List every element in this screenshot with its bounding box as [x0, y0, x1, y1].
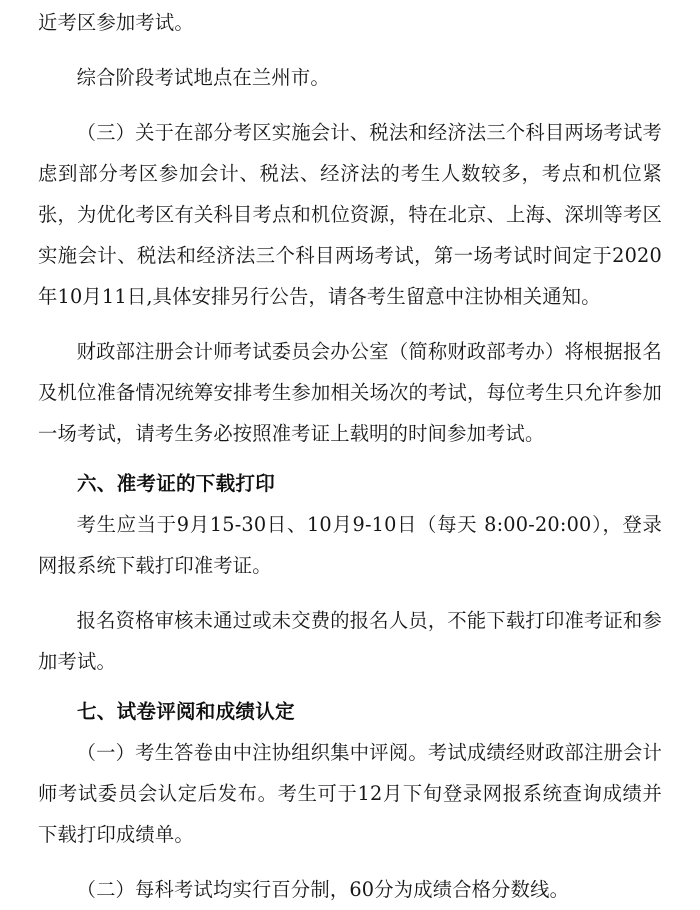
section-heading-seven: 七、试卷评阅和成绩认定 [77, 700, 295, 723]
paragraph-spacer [38, 317, 662, 331]
document-body [38, 0, 662, 910]
section-heading-six: 六、准考证的下载打印 [77, 472, 276, 495]
paragraph-spacer [38, 454, 662, 463]
paragraph-spacer [38, 682, 662, 691]
paragraph-item-one-marking: （一）考生答卷由中注协组织集中评阅。考试成绩经财政部注册会计师考试委员会认定后发布。考生可于12月下旬登录网报系统查询成绩并下载打印成绩单。 [38, 741, 662, 846]
paragraph-ministry-office-arrangement: 财政部注册会计师考试委员会办公室（简称财政部考办）将根据报名及机位准备情况统筹安排考生参加相关场次的考试，每位考生只允许参加一场考试，请考生务必按照准考证上载明的时间参加考试。 [38, 340, 662, 445]
paragraph-spacer [38, 855, 662, 869]
paragraph-spacer [38, 43, 662, 57]
paragraph-spacer [38, 98, 662, 112]
paragraph-admission-ticket-download-dates: 考生应当于9月15-30日、10月9-10日（每天 8:00-20:00），登录网报系统下载打印准考证。 [38, 513, 662, 577]
paragraph-spacer [38, 586, 662, 600]
paragraph-comprehensive-stage-location: 综合阶段考试地点在兰州市。 [76, 66, 330, 89]
paragraph-continuation: 近考区参加考试。 [38, 11, 194, 34]
paragraph-item-three-two-sessions: （三）关于在部分考区实施会计、税法和经济法三个科目两场考试考虑到部分考区参加会计、税法、经济法的考生人数较多，考点和机位紧张，为优化考区有关科目考点和机位资源，特在北京、上海、深圳等考区实施会计、税法和经济法三个科目两场考试，第一场考试时间定于2020年10月11日,具体安排另行公告，请各考生留意中注协相关通知。 [38, 121, 662, 308]
paragraph-unqualified-applicants-notice: 报名资格审核未通过或未交费的报名人员，不能下载打印准考证和参加考试。 [38, 609, 662, 673]
paragraph-item-two-passing-score: （二）每科考试均实行百分制，60分为成绩合格分数线。 [76, 878, 570, 901]
